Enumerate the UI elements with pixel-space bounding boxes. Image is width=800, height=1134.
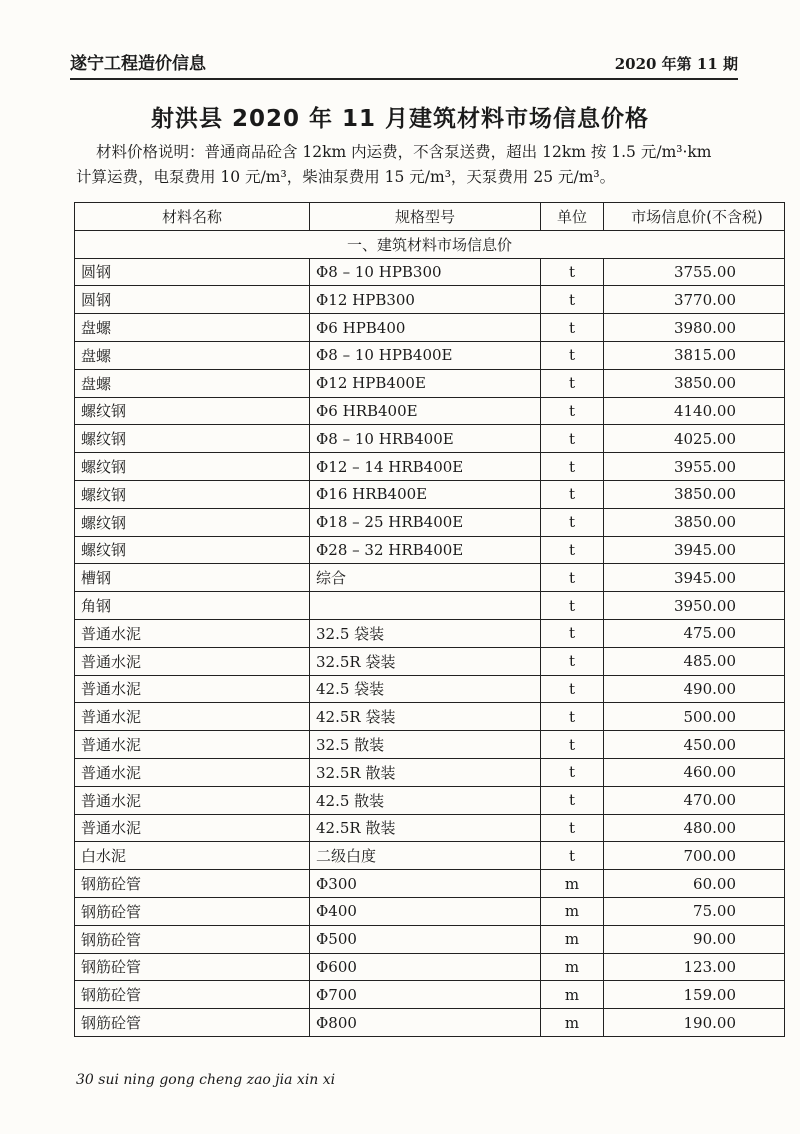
price-cell: 490.00 <box>604 675 785 703</box>
table-row <box>75 341 785 369</box>
header-price: 市场信息价(不含税) <box>604 203 785 231</box>
unit-cell: t <box>541 369 604 397</box>
spec-cell: Φ12 HPB300 <box>310 286 541 314</box>
material-name-cell: 螺纹钢 <box>75 425 310 453</box>
material-name-cell: 普通水泥 <box>75 814 310 842</box>
unit-cell: t <box>541 675 604 703</box>
unit-cell: t <box>541 453 604 481</box>
material-name-cell: 螺纹钢 <box>75 508 310 536</box>
table-row <box>75 592 785 620</box>
price-table <box>74 202 785 1037</box>
spec-cell: Φ500 <box>310 925 541 953</box>
material-name-cell: 钢筋砼管 <box>75 981 310 1009</box>
price-note-line-1: 材料价格说明：普通商品砼含 12km 内运费，不含泵送费，超出 12km 按 1.5 元/m³·km <box>96 143 712 161</box>
material-name-cell: 角钢 <box>75 592 310 620</box>
unit-cell: t <box>541 758 604 786</box>
table-row <box>75 536 785 564</box>
material-name-cell: 盘螺 <box>75 314 310 342</box>
page-footer: 30 sui ning gong cheng zao jia xin xi <box>76 1072 336 1088</box>
spec-cell: Φ8 – 10 HPB300 <box>310 258 541 286</box>
price-cell: 75.00 <box>604 897 785 925</box>
price-cell: 3770.00 <box>604 286 785 314</box>
price-cell: 3815.00 <box>604 341 785 369</box>
price-cell: 700.00 <box>604 842 785 870</box>
table-row <box>75 619 785 647</box>
table-row <box>75 786 785 814</box>
spec-cell: Φ300 <box>310 870 541 898</box>
page-header <box>70 44 738 80</box>
spec-cell: 42.5R 散装 <box>310 814 541 842</box>
header-material-name: 材料名称 <box>75 203 310 231</box>
unit-cell: t <box>541 314 604 342</box>
spec-cell: 综合 <box>310 564 541 592</box>
unit-cell: m <box>541 925 604 953</box>
material-name-cell: 普通水泥 <box>75 786 310 814</box>
spec-cell: Φ800 <box>310 1009 541 1037</box>
unit-cell: t <box>541 786 604 814</box>
spec-cell: Φ16 HRB400E <box>310 480 541 508</box>
section-title: 一、建筑材料市场信息价 <box>75 230 785 258</box>
price-cell: 190.00 <box>604 1009 785 1037</box>
price-cell: 3850.00 <box>604 369 785 397</box>
material-name-cell: 螺纹钢 <box>75 397 310 425</box>
table-row <box>75 286 785 314</box>
price-cell: 3850.00 <box>604 480 785 508</box>
price-cell: 4140.00 <box>604 397 785 425</box>
unit-cell: m <box>541 870 604 898</box>
table-header-row <box>75 203 785 231</box>
spec-cell: Φ600 <box>310 953 541 981</box>
price-cell: 475.00 <box>604 619 785 647</box>
material-name-cell: 普通水泥 <box>75 731 310 759</box>
table-row <box>75 897 785 925</box>
material-name-cell: 钢筋砼管 <box>75 925 310 953</box>
issue-number: 2020 年第 11 期 <box>614 55 738 73</box>
spec-cell: 32.5 散装 <box>310 731 541 759</box>
price-cell: 90.00 <box>604 925 785 953</box>
price-cell: 3945.00 <box>604 536 785 564</box>
spec-cell: 二级白度 <box>310 842 541 870</box>
unit-cell: m <box>541 1009 604 1037</box>
price-note-line-2: 计算运费，电泵费用 10 元/m³，柴油泵费用 15 元/m³，天泵费用 25 元/m³。 <box>76 168 616 186</box>
unit-cell: m <box>541 897 604 925</box>
spec-cell: Φ400 <box>310 897 541 925</box>
unit-cell: m <box>541 953 604 981</box>
table-row <box>75 703 785 731</box>
page-title: 射洪县 2020 年 11 月建筑材料市场信息价格 <box>150 106 650 132</box>
spec-cell: 32.5 袋装 <box>310 619 541 647</box>
table-row <box>75 425 785 453</box>
unit-cell: t <box>541 341 604 369</box>
price-cell: 3755.00 <box>604 258 785 286</box>
spec-cell: Φ6 HPB400 <box>310 314 541 342</box>
table-row <box>75 981 785 1009</box>
price-cell: 500.00 <box>604 703 785 731</box>
table-row <box>75 842 785 870</box>
material-name-cell: 钢筋砼管 <box>75 1009 310 1037</box>
spec-cell: 32.5R 散装 <box>310 758 541 786</box>
unit-cell: t <box>541 619 604 647</box>
material-name-cell: 钢筋砼管 <box>75 953 310 981</box>
material-name-cell: 普通水泥 <box>75 647 310 675</box>
material-name-cell: 普通水泥 <box>75 619 310 647</box>
spec-cell: Φ700 <box>310 981 541 1009</box>
price-cell: 3980.00 <box>604 314 785 342</box>
table-row <box>75 758 785 786</box>
unit-cell: t <box>541 703 604 731</box>
table-row <box>75 314 785 342</box>
material-name-cell: 普通水泥 <box>75 758 310 786</box>
table-row <box>75 508 785 536</box>
table-row <box>75 647 785 675</box>
spec-cell: Φ8 – 10 HPB400E <box>310 341 541 369</box>
material-name-cell: 钢筋砼管 <box>75 870 310 898</box>
unit-cell: t <box>541 425 604 453</box>
spec-cell: Φ12 HPB400E <box>310 369 541 397</box>
publication-name: 遂宁工程造价信息 <box>70 54 206 74</box>
price-cell: 480.00 <box>604 814 785 842</box>
material-name-cell: 钢筋砼管 <box>75 897 310 925</box>
spec-cell: 32.5R 袋装 <box>310 647 541 675</box>
spec-cell: 42.5 散装 <box>310 786 541 814</box>
price-cell: 3950.00 <box>604 592 785 620</box>
table-row <box>75 564 785 592</box>
price-cell: 159.00 <box>604 981 785 1009</box>
material-name-cell: 普通水泥 <box>75 703 310 731</box>
spec-cell: Φ18 – 25 HRB400E <box>310 508 541 536</box>
table-row <box>75 925 785 953</box>
price-cell: 3945.00 <box>604 564 785 592</box>
table-row <box>75 953 785 981</box>
unit-cell: t <box>541 842 604 870</box>
header-spec: 规格型号 <box>310 203 541 231</box>
material-name-cell: 盘螺 <box>75 341 310 369</box>
unit-cell: t <box>541 536 604 564</box>
spec-cell: Φ6 HRB400E <box>310 397 541 425</box>
unit-cell: m <box>541 981 604 1009</box>
unit-cell: t <box>541 814 604 842</box>
price-cell: 470.00 <box>604 786 785 814</box>
price-cell: 4025.00 <box>604 425 785 453</box>
material-name-cell: 白水泥 <box>75 842 310 870</box>
price-cell: 450.00 <box>604 731 785 759</box>
table-row <box>75 870 785 898</box>
spec-cell <box>310 592 541 620</box>
header-unit: 单位 <box>541 203 604 231</box>
material-name-cell: 螺纹钢 <box>75 453 310 481</box>
unit-cell: t <box>541 480 604 508</box>
price-cell: 3955.00 <box>604 453 785 481</box>
spec-cell: Φ8 – 10 HRB400E <box>310 425 541 453</box>
price-note <box>76 140 744 190</box>
unit-cell: t <box>541 286 604 314</box>
material-name-cell: 圆钢 <box>75 258 310 286</box>
table-row <box>75 814 785 842</box>
spec-cell: 42.5 袋装 <box>310 675 541 703</box>
table-row <box>75 675 785 703</box>
spec-cell: Φ12 – 14 HRB400E <box>310 453 541 481</box>
table-row <box>75 480 785 508</box>
section-row <box>75 230 785 258</box>
material-name-cell: 圆钢 <box>75 286 310 314</box>
unit-cell: t <box>541 258 604 286</box>
table-row <box>75 258 785 286</box>
price-cell: 3850.00 <box>604 508 785 536</box>
price-cell: 485.00 <box>604 647 785 675</box>
unit-cell: t <box>541 564 604 592</box>
table-row <box>75 453 785 481</box>
material-name-cell: 螺纹钢 <box>75 480 310 508</box>
price-cell: 460.00 <box>604 758 785 786</box>
table-row <box>75 369 785 397</box>
unit-cell: t <box>541 397 604 425</box>
price-cell: 60.00 <box>604 870 785 898</box>
material-name-cell: 盘螺 <box>75 369 310 397</box>
table-row <box>75 397 785 425</box>
table-row <box>75 1009 785 1037</box>
unit-cell: t <box>541 592 604 620</box>
material-name-cell: 螺纹钢 <box>75 536 310 564</box>
spec-cell: Φ28 – 32 HRB400E <box>310 536 541 564</box>
unit-cell: t <box>541 508 604 536</box>
material-name-cell: 普通水泥 <box>75 675 310 703</box>
material-name-cell: 槽钢 <box>75 564 310 592</box>
price-cell: 123.00 <box>604 953 785 981</box>
unit-cell: t <box>541 731 604 759</box>
unit-cell: t <box>541 647 604 675</box>
table-row <box>75 731 785 759</box>
spec-cell: 42.5R 袋装 <box>310 703 541 731</box>
